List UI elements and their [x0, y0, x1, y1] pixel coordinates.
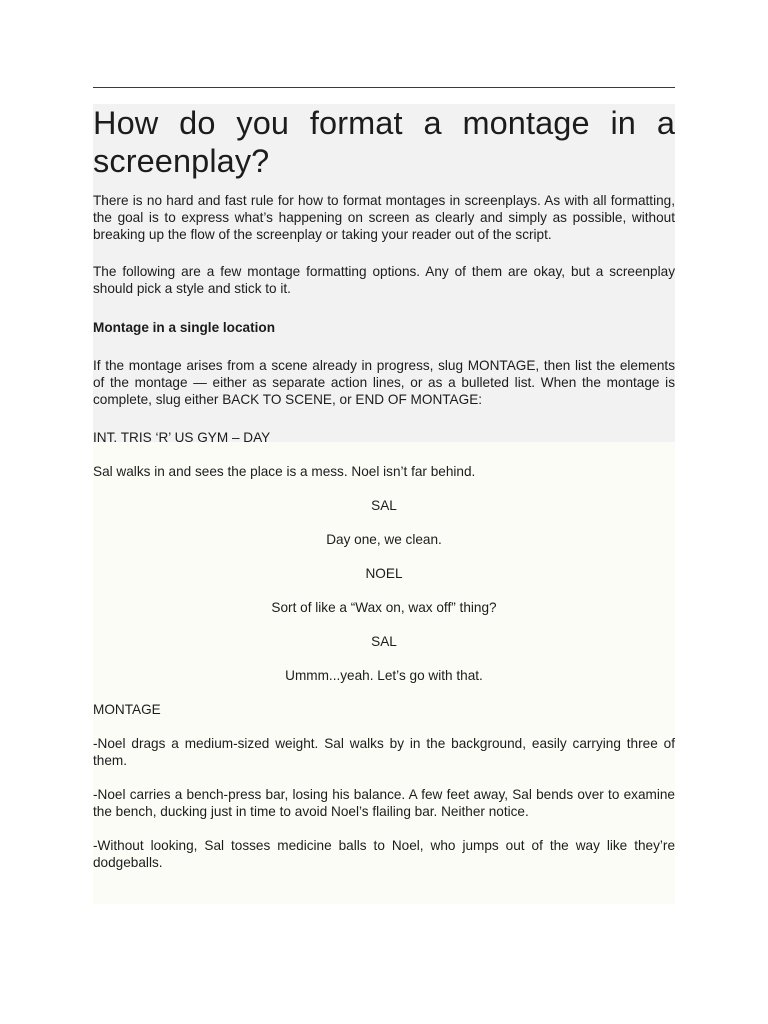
montage-item: -Noel drags a medium-sized weight. Sal walks by in the background, easily carrying three of them.: [93, 736, 675, 768]
scene-slugline: INT. TRIS ‘R’ US GYM – DAY: [93, 430, 271, 445]
section-heading: Montage in a single location: [93, 320, 276, 335]
character-name: NOEL: [365, 566, 403, 581]
section-paragraph: If the montage arises from a scene already in progress, slug MONTAGE, then list the elements of the montage — either as separate action lines, or as a bulleted list. When the montage is complete, slug either BACK TO SCENE, or END OF MONTAGE:: [93, 358, 675, 407]
action-line: Sal walks in and sees the place is a mess. Noel isn’t far behind.: [93, 464, 476, 479]
dialogue-line: Day one, we clean.: [326, 532, 442, 547]
character-name: SAL: [371, 634, 397, 649]
character-name: SAL: [371, 498, 397, 513]
montage-slug: MONTAGE: [93, 702, 161, 717]
dialogue-line: Ummm...yeah. Let’s go with that.: [285, 668, 483, 683]
montage-item: -Noel carries a bench-press bar, losing his balance. A few feet away, Sal bends over to examine the bench, ducking just in time to avoid Noel’s flailing bar. Neither notice.: [93, 787, 675, 819]
top-divider: [93, 87, 675, 88]
article-title: How do you format a montage in a screenplay?: [93, 105, 675, 179]
dialogue-line: Sort of like a “Wax on, wax off” thing?: [271, 600, 497, 615]
montage-item: -Without looking, Sal tosses medicine balls to Noel, who jumps out of the way like they’re dodgeballs.: [93, 838, 675, 870]
options-paragraph: The following are a few montage formatting options. Any of them are okay, but a screenplay should pick a style and stick to it.: [93, 264, 675, 296]
intro-paragraph: There is no hard and fast rule for how to format montages in screenplays. As with all formatting, the goal is to express what’s happening on screen as clearly and simply as possible, without breaking up the flow of the screenplay or taking your reader out of the script.: [93, 193, 675, 242]
article-content: [93, 104, 675, 871]
